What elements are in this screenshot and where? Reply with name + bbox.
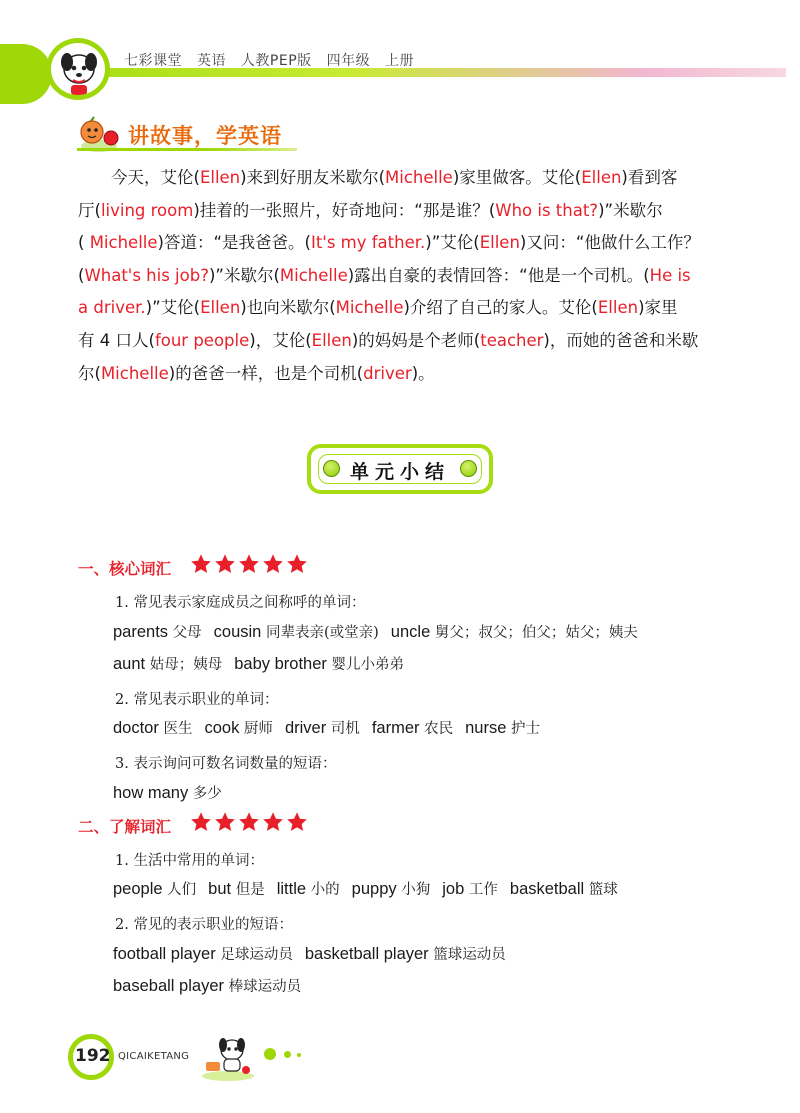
vocab-chinese: 婴儿小弟弟 [326,657,404,673]
vocab-english: cousin [213,623,262,641]
star-icon [214,553,236,575]
vocab-english: baseball player [113,977,224,995]
core-vocab-stars [190,553,308,577]
footer-brand: QICAIKETANG [118,1051,190,1062]
vocab-chinese: 足球运动员 [215,947,293,963]
footer-dot-large [264,1048,276,1060]
story-english-term: Ellen [581,168,622,187]
story-text: )看到客 [621,168,678,187]
vocab-english: aunt [113,655,146,673]
story-line [78,292,728,325]
story-english-term: Michelle [89,233,158,253]
story-text: )也向米歇尔( [240,298,336,318]
star-icon [214,811,236,833]
story-text: ( [78,265,85,285]
vocab-english: cook [204,719,240,737]
story-line [78,195,728,228]
story-text: )的爸爸一样，也是个司机( [168,363,364,383]
story-paragraph [78,162,728,390]
vocab-chinese: 篮球 [584,882,618,898]
vocab-english: job [442,880,465,898]
vocab-chinese: 篮球运动员 [428,947,506,963]
mascot-dog-icon [46,38,110,100]
footer-mascot-dog-icon [198,1032,258,1082]
vocab-english: football player [113,945,216,963]
story-text: )”米歇尔( [208,265,280,285]
story-text: )来到好朋友米歇尔( [240,168,386,187]
header-subject: 英语 [196,53,226,69]
vocab-chinese: 医生 [158,721,193,737]
vocab-chinese: 小的 [306,882,340,898]
vocab-row [113,621,638,642]
story-text: )，而她的爸爸和米歇 [543,330,699,350]
story-line [78,260,728,293]
story-text: )。 [411,363,435,383]
story-english-term: living room [100,200,194,220]
vocab-row [113,878,618,899]
story-english-term: Ellen [199,168,241,187]
story-line [78,325,728,358]
vocab-english: puppy [351,880,397,898]
story-text: )”艾伦( [145,298,201,318]
vocab-row [113,943,506,964]
vocab-chinese: 人们 [162,882,197,898]
star-icon [262,811,284,833]
vocab-row [113,653,404,674]
header-grade: 四年级 [326,53,371,69]
vocab-chinese: 父母 [168,625,202,641]
story-text: )”米歇尔 [598,200,663,220]
core-sub2: 2. 常见表示职业的单词： [115,692,279,708]
story-english-term: Michelle [335,298,404,318]
core-sub3: 3. 表示询问可数名词数量的短语： [115,756,337,772]
header-book-info [124,50,424,70]
vocab-english: farmer [371,719,420,737]
story-english-term: Michelle [385,168,453,187]
vocab-english: doctor [113,719,159,737]
story-english-term: teacher [480,330,544,350]
vocab-row [113,975,301,996]
unit-summary-title: 单元小结 [349,461,450,483]
vocab-chinese: 厨师 [239,721,273,737]
story-text: )介绍了自己的家人。艾伦( [403,298,598,318]
story-english-term: He is [649,265,691,285]
story-text: ( [78,233,90,253]
vocab-english: how many [113,784,189,802]
story-english-term: Ellen [200,298,241,318]
vocab-english: but [208,880,232,898]
vocab-english: driver [284,719,327,737]
story-text: 今天，艾伦( [111,168,200,187]
vocab-english: people [113,880,163,898]
vocab-chinese: 棒球运动员 [224,979,302,995]
story-english-term: Ellen [597,298,639,318]
vocab-chinese: 同辈表亲(或堂亲) [261,625,379,641]
extra-vocab-stars [190,811,308,835]
star-icon [238,811,260,833]
star-icon [190,811,212,833]
vocab-chinese: 小狗 [396,882,431,898]
story-english-term: Ellen [311,330,352,350]
story-english-term: driver [363,363,412,383]
story-text: )又问：“他做什么工作？ [519,233,700,253]
header-volume: 上册 [385,53,415,69]
story-text: 尔( [78,363,101,383]
vocab-english: basketball player [304,945,429,963]
vocab-chinese: 舅父；叔父；伯父；姑父；姨夫 [430,625,638,641]
vocab-chinese: 工作 [464,882,498,898]
footer-dot-small [297,1053,301,1057]
vocab-english: basketball [509,880,585,898]
vocab-chinese: 司机 [326,721,360,737]
vocab-row [113,717,540,738]
story-title: 讲故事，学英语 [128,124,282,148]
vocab-chinese: 护士 [506,721,540,737]
story-text: )，艾伦( [249,330,312,350]
vocab-chinese: 农民 [419,721,454,737]
vocab-english: baby brother [234,655,327,673]
story-text: )家里做客。艾伦( [452,168,582,187]
story-english-term: Who is that? [495,200,599,220]
story-title-underline [77,148,297,151]
story-english-term: four people [154,330,250,350]
star-icon [286,553,308,575]
story-text: 厅( [78,200,101,220]
vocab-row [113,782,222,803]
vocab-chinese: 姑母；姨母 [145,657,223,673]
extra-sub2: 2. 常见的表示职业的短语： [115,917,293,933]
star-icon [238,553,260,575]
vocab-chinese: 但是 [231,882,265,898]
story-text: )挂着的一张照片，好奇地问：“那是谁？( [193,200,496,220]
story-line [78,227,728,260]
story-text: )”艾伦( [425,233,480,253]
vocab-english: little [276,880,307,898]
star-icon [262,553,284,575]
vocab-chinese: 多少 [188,786,222,802]
story-english-term: Michelle [100,363,169,383]
vocab-english: parents [113,623,169,641]
extra-sub1: 1. 生活中常用的单词： [115,853,264,869]
header-edition: 人教PEP版 [240,53,312,69]
story-english-term: Michelle [279,265,348,285]
story-text: )家里 [638,298,678,318]
star-icon [190,553,212,575]
story-text: )露出自豪的表情回答：“他是一个司机。( [347,265,650,285]
vocab-english: nurse [465,719,507,737]
core-vocab-heading: 一、核心词汇 [78,560,172,578]
story-english-term: Ellen [479,233,520,253]
story-line [78,358,728,391]
story-english-term: It's my father. [310,233,426,253]
page-number: 192 [75,1046,111,1066]
header-series: 七彩课堂 [124,53,182,69]
story-english-term: a driver. [78,298,146,318]
story-line [78,162,728,195]
footer-dot-medium [284,1051,291,1058]
vocab-english: uncle [390,623,431,641]
story-text: 有 4 口人( [78,330,155,350]
story-text: )答道：“是我爸爸。( [157,233,311,253]
story-english-term: What's his job? [84,265,209,285]
header-green-tab [0,44,52,104]
unit-summary-badge [307,444,493,494]
story-text: )的妈妈是个老师( [351,330,481,350]
extra-vocab-heading: 二、了解词汇 [78,818,172,836]
core-sub1: 1. 常见表示家庭成员之间称呼的单词： [115,595,366,611]
star-icon [286,811,308,833]
